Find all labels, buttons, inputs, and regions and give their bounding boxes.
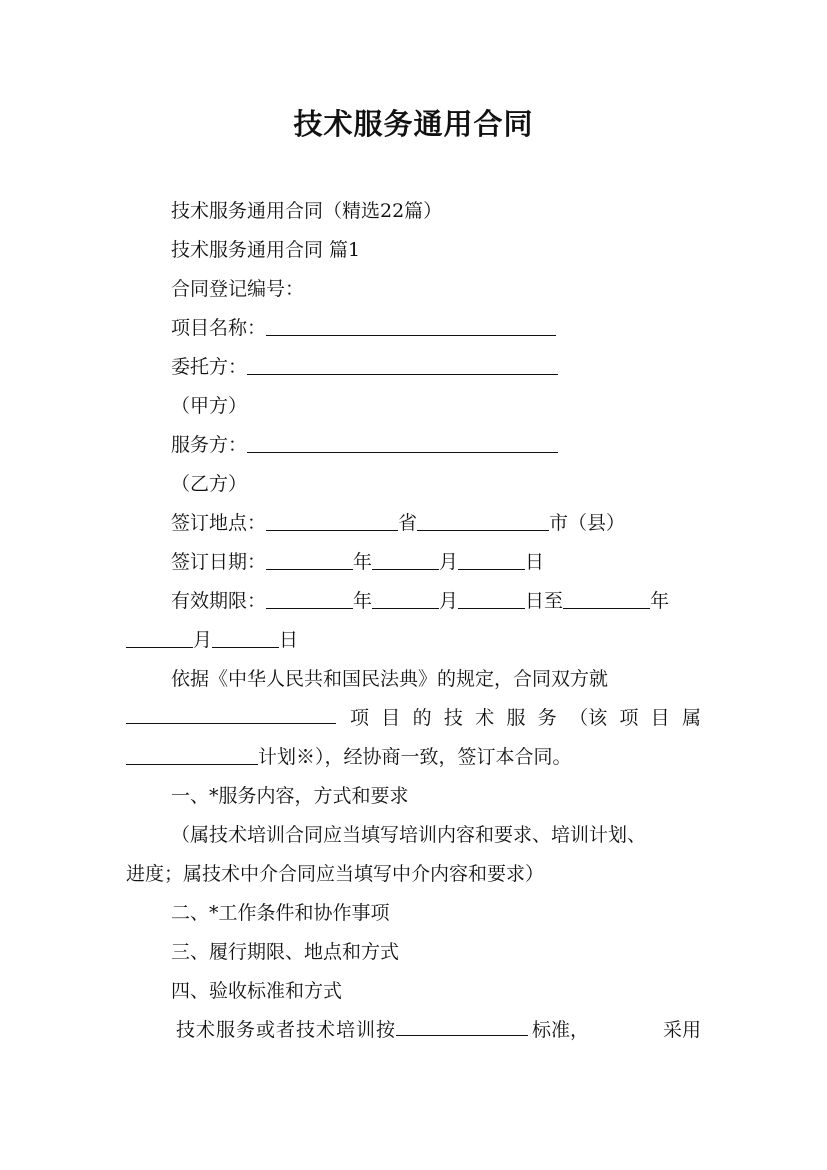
month-blank <box>372 551 439 570</box>
province-blank <box>266 512 398 531</box>
subtitle: 技术服务通用合同（精选22篇） <box>171 200 443 222</box>
word: 采用 <box>662 1019 701 1041</box>
word: 目 <box>650 707 670 729</box>
document-title: 技术服务通用合同 <box>293 107 534 141</box>
day-label: 日 <box>525 551 545 573</box>
year-label: 年 <box>353 551 373 573</box>
start-year-blank <box>266 590 353 609</box>
basis-paragraph-line1: 依据《中华人民共和国民法典》的规定，合同双方就 <box>171 668 609 690</box>
section-heading: 技术服务通用合同 篇1 <box>171 239 361 261</box>
provider-label: 服务方： <box>171 434 248 456</box>
plan-blank <box>126 746 258 765</box>
word: 技 <box>443 707 463 729</box>
basis-paragraph-line3 <box>126 744 701 770</box>
word: （该 <box>569 707 608 729</box>
end-month-blank <box>126 629 193 648</box>
provider-row <box>171 432 701 458</box>
acceptance-text: 技术服务或者技术培训按 <box>176 1019 397 1041</box>
item-2-heading: 二、*工作条件和协作事项 <box>171 902 390 924</box>
provider-blank <box>247 434 558 453</box>
sign-date-label: 签订日期： <box>171 551 267 573</box>
word: 术 <box>475 707 495 729</box>
word: 属 <box>681 707 701 729</box>
word: 标准， <box>532 1019 590 1041</box>
word: 项 <box>619 707 639 729</box>
acceptance-words <box>532 1017 701 1043</box>
day-blank <box>458 551 525 570</box>
item-1-note-line2: 进度；属技术中介合同应当填写中介内容和要求） <box>126 863 545 885</box>
acceptance-line <box>176 1017 701 1043</box>
city-blank <box>417 512 549 531</box>
word: 服 <box>506 707 526 729</box>
year-blank <box>266 551 353 570</box>
end-year-label: 年 <box>650 590 670 612</box>
project-blank <box>126 705 336 724</box>
end-year-blank <box>563 590 650 609</box>
project-name-label: 项目名称： <box>171 317 267 339</box>
validity-label: 有效期限： <box>171 590 267 612</box>
validity-row <box>171 588 701 614</box>
project-name-blank <box>266 317 556 336</box>
end-day-label: 日 <box>279 629 299 651</box>
month-label: 月 <box>439 551 459 573</box>
item-1-note-line1: （属技术培训合同应当填写培训内容和要求、培训计划、 <box>171 824 647 846</box>
registration-number-label: 合同登记编号： <box>171 278 305 300</box>
basis-paragraph-line2 <box>126 705 701 731</box>
word: 的 <box>412 707 432 729</box>
basis-line3-text: 计划※），经协商一致，签订本合同。 <box>258 746 572 768</box>
party-b-label: （乙方） <box>171 473 248 495</box>
end-day-blank <box>212 629 279 648</box>
item-4-heading: 四、验收标准和方式 <box>171 980 343 1002</box>
item-1-heading: 一、*服务内容，方式和要求 <box>171 785 409 807</box>
client-blank <box>247 356 558 375</box>
day-to-label: 日至 <box>525 590 564 612</box>
project-name-row <box>171 315 701 341</box>
standard-blank <box>396 1017 528 1036</box>
client-label: 委托方： <box>171 356 248 378</box>
word: 目 <box>381 707 401 729</box>
validity-row-continued <box>126 627 701 653</box>
start-month-blank <box>372 590 439 609</box>
item-3-heading: 三、履行期限、地点和方式 <box>171 941 400 963</box>
start-day-blank <box>458 590 525 609</box>
province-label: 省 <box>398 512 418 534</box>
sign-place-label: 签订地点： <box>171 512 267 534</box>
basis-line2-words <box>350 705 701 731</box>
end-month-label: 月 <box>193 629 213 651</box>
client-row <box>171 354 701 380</box>
word: 务 <box>537 707 557 729</box>
party-a-label: （甲方） <box>171 395 248 417</box>
word: 项 <box>350 707 370 729</box>
sign-place-row <box>171 510 701 536</box>
sign-date-row <box>171 549 701 575</box>
city-label: 市（县） <box>549 512 626 534</box>
start-month-label: 月 <box>439 590 459 612</box>
start-year-label: 年 <box>353 590 373 612</box>
